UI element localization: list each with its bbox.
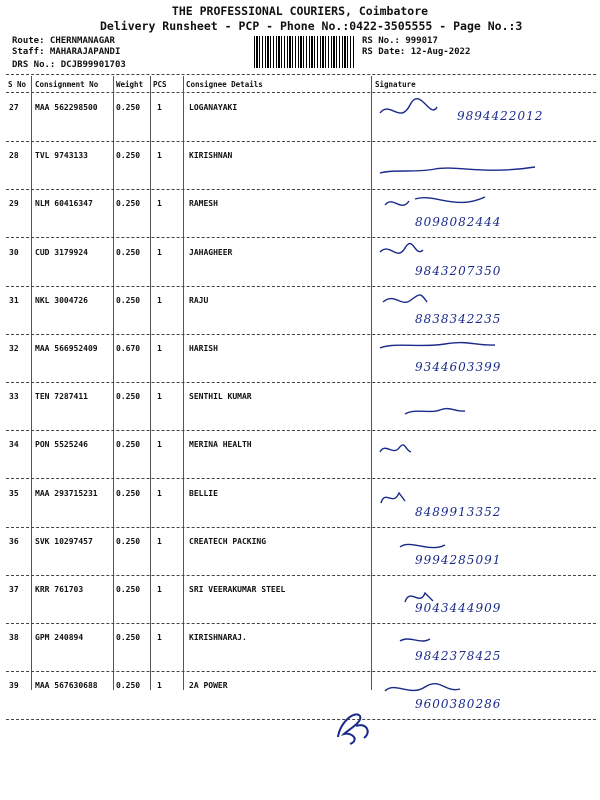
- handwritten-phone: 9843207350: [415, 263, 502, 278]
- row-pcs: 1: [157, 392, 162, 402]
- row-consignment-number: MAA 293715231: [35, 488, 98, 498]
- row-serial-number: 27: [9, 103, 19, 112]
- signature-cell: [375, 95, 595, 145]
- col-header-signature: Signature: [375, 80, 416, 89]
- row-weight: 0.250: [116, 536, 141, 546]
- table-row: [0, 143, 600, 193]
- handwritten-phone: 9894422012: [457, 109, 544, 123]
- row-consignment-number: CUD 3179924: [35, 247, 88, 257]
- row-consignment-number: NKL 3004726: [35, 295, 88, 305]
- row-serial-number: 31: [9, 295, 19, 305]
- row-pcs: 1: [157, 103, 162, 112]
- row-divider: [6, 141, 596, 142]
- row-serial-number: 39: [9, 681, 19, 691]
- row-weight: 0.250: [116, 199, 141, 209]
- signature-cell: [375, 432, 595, 482]
- row-consignee: SRI VEERAKUMAR STEEL: [189, 585, 286, 594]
- row-divider: [6, 189, 596, 190]
- col-header-consignment: Consignment No: [35, 80, 99, 89]
- rs-number: RS No.: 999017: [362, 36, 438, 46]
- row-consignment-number: KRR 761703: [35, 585, 84, 594]
- drs-number: DRS No.: DCJB99901703: [12, 60, 126, 70]
- handwritten-phone: 9994285091: [415, 552, 502, 567]
- row-consignee: SENTHIL KUMAR: [189, 392, 252, 402]
- col-header-consignee: Consignee Details: [186, 80, 263, 89]
- barcode: [254, 36, 354, 68]
- row-weight: 0.250: [116, 247, 141, 257]
- row-consignment-number: NLM 60416347: [35, 199, 93, 209]
- row-weight: 0.250: [116, 681, 141, 691]
- row-pcs: 1: [157, 488, 162, 498]
- row-pcs: 1: [157, 633, 162, 643]
- table-row: [0, 336, 600, 386]
- table-row: [0, 673, 600, 723]
- handwritten-phone: 8098082444: [415, 215, 502, 230]
- row-weight: 0.250: [116, 392, 141, 402]
- row-consignee: LOGANAYAKI: [189, 103, 238, 112]
- row-pcs: 1: [157, 536, 162, 546]
- table-row: [0, 577, 600, 627]
- header-bottom-rule: [6, 92, 596, 93]
- row-weight: 0.250: [116, 151, 141, 161]
- handwritten-phone: 9344603399: [415, 360, 502, 374]
- row-serial-number: 28: [9, 151, 19, 161]
- handwritten-phone: 8489913352: [415, 504, 502, 519]
- handwritten-signature: [375, 384, 595, 434]
- row-weight: 0.250: [116, 440, 141, 450]
- table-row: [0, 240, 600, 290]
- rs-date: RS Date: 12-Aug-2022: [362, 47, 471, 57]
- staff-label: Staff: MAHARAJAPANDI: [12, 47, 121, 57]
- col-header-weight: Weight: [116, 80, 144, 89]
- row-serial-number: 37: [9, 585, 19, 594]
- row-consignee: CREATECH PACKING: [189, 536, 267, 546]
- col-header-pcs: PCS: [153, 80, 167, 89]
- row-consignment-number: MAA 566952409: [35, 344, 98, 353]
- handwritten-signature: [375, 432, 595, 482]
- row-serial-number: 33: [9, 392, 19, 402]
- row-weight: 0.250: [116, 585, 141, 594]
- runsheet-title: THE PROFESSIONAL COURIERS, Coimbatore: [171, 4, 429, 18]
- row-serial-number: 36: [9, 536, 19, 546]
- table-row: [0, 432, 600, 482]
- row-divider: [6, 623, 596, 624]
- row-consignee: BELLIE: [189, 488, 218, 498]
- row-consignment-number: GPM 240894: [35, 633, 84, 643]
- row-divider: [6, 719, 596, 720]
- supervisor-signature: [330, 702, 380, 747]
- signature-cell: [375, 529, 595, 579]
- row-serial-number: 32: [9, 344, 19, 353]
- row-divider: [6, 237, 596, 238]
- row-consignee: 2A POWER: [189, 681, 228, 691]
- row-divider: [6, 527, 596, 528]
- row-divider: [6, 382, 596, 383]
- route-label: Route: CHERNMANAGAR: [12, 36, 115, 46]
- row-consignee: KIRISHNARAJ.: [189, 633, 247, 643]
- signature-cell: [375, 577, 595, 627]
- row-divider: [6, 430, 596, 431]
- row-consignment-number: TEN 7287411: [35, 392, 88, 402]
- table-row: [0, 384, 600, 434]
- runsheet-subtitle: Delivery Runsheet - PCP - Phone No.:0422-3505555 - Page No.:3: [100, 19, 523, 33]
- signature-cell: [375, 336, 595, 386]
- row-pcs: 1: [157, 151, 162, 161]
- handwritten-phone: 9600380286: [415, 697, 502, 712]
- handwritten-phone: 9043444909: [415, 601, 502, 615]
- row-consignment-number: TVL 9743133: [35, 151, 88, 161]
- row-divider: [6, 478, 596, 479]
- row-divider: [6, 575, 596, 576]
- row-consignee: JAHAGHEER: [189, 247, 233, 257]
- row-consignment-number: PON 5525246: [35, 440, 88, 450]
- row-pcs: 1: [157, 247, 162, 257]
- row-consignment-number: MAA 562298500: [35, 103, 98, 112]
- row-divider: [6, 286, 596, 287]
- table-row: [0, 288, 600, 338]
- table-row: [0, 95, 600, 145]
- row-serial-number: 30: [9, 247, 19, 257]
- row-consignment-number: MAA 567630688: [35, 681, 98, 691]
- handwritten-phone: 9842378425: [415, 649, 502, 664]
- row-serial-number: 35: [9, 488, 19, 498]
- row-divider: [6, 671, 596, 672]
- row-consignee: RAJU: [189, 295, 209, 305]
- row-pcs: 1: [157, 681, 162, 691]
- handwritten-signature: [375, 143, 595, 193]
- row-pcs: 1: [157, 199, 162, 209]
- signature-cell: [375, 191, 595, 241]
- row-weight: 0.250: [116, 103, 141, 112]
- row-consignment-number: SVK 10297457: [35, 536, 93, 546]
- table-top-rule: [6, 74, 596, 75]
- row-pcs: 1: [157, 440, 162, 450]
- row-weight: 0.250: [116, 633, 141, 643]
- row-weight: 0.250: [116, 295, 141, 305]
- row-serial-number: 34: [9, 440, 19, 450]
- signature-cell: [375, 240, 595, 290]
- row-serial-number: 29: [9, 199, 19, 209]
- table-row: [0, 191, 600, 241]
- row-consignee: KIRISHNAN: [189, 151, 233, 161]
- signature-cell: [375, 384, 595, 434]
- signature-cell: [375, 673, 595, 723]
- row-pcs: 1: [157, 344, 162, 353]
- row-divider: [6, 334, 596, 335]
- row-serial-number: 38: [9, 633, 19, 643]
- table-row: [0, 481, 600, 531]
- row-pcs: 1: [157, 295, 162, 305]
- row-consignee: MERINA HEALTH: [189, 440, 252, 450]
- signature-cell: [375, 625, 595, 675]
- row-pcs: 1: [157, 585, 162, 594]
- table-row: [0, 529, 600, 579]
- signature-cell: [375, 143, 595, 193]
- row-consignee: RAMESH: [189, 199, 218, 209]
- col-header-sno: S No: [8, 80, 27, 89]
- handwritten-phone: 8838342235: [415, 311, 502, 326]
- row-consignee: HARISH: [189, 344, 218, 353]
- signature-cell: [375, 288, 595, 338]
- table-row: [0, 625, 600, 675]
- row-weight: 0.670: [116, 344, 141, 353]
- signature-cell: [375, 481, 595, 531]
- row-weight: 0.250: [116, 488, 141, 498]
